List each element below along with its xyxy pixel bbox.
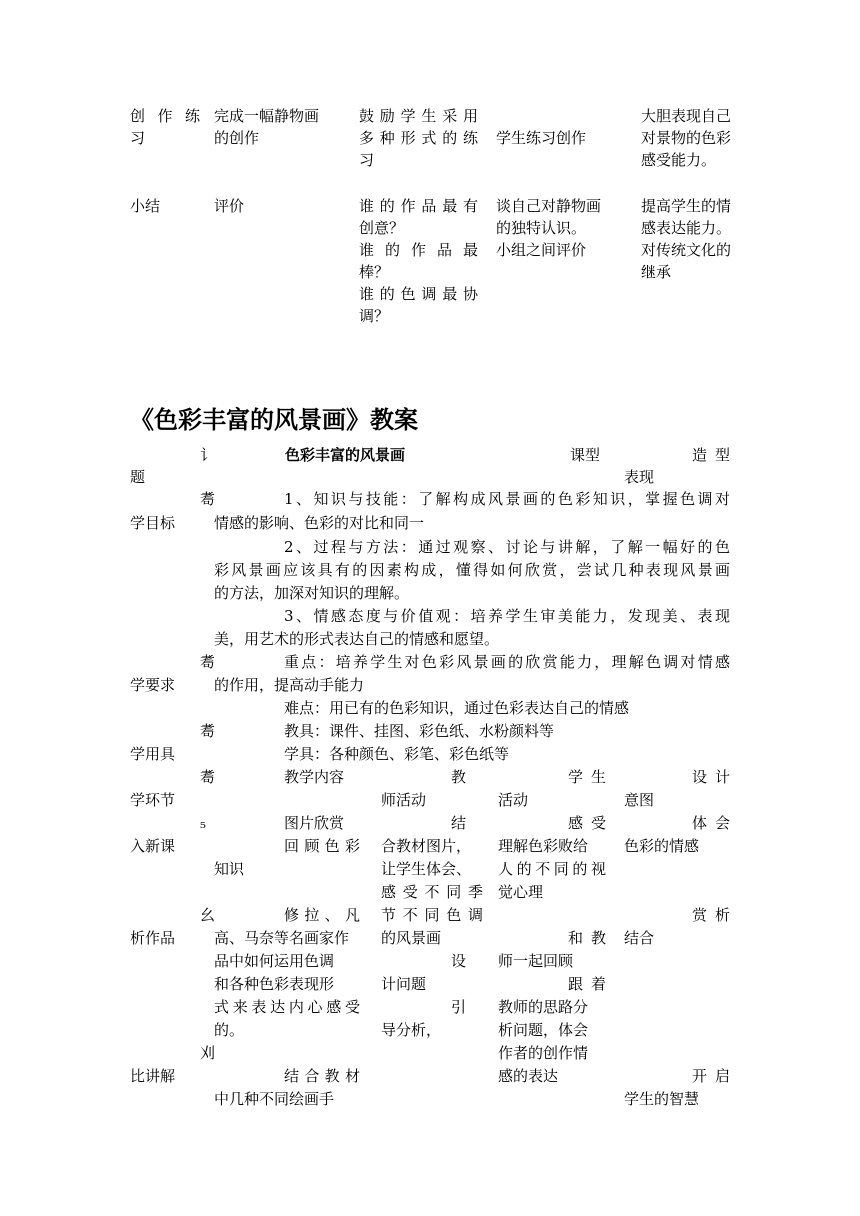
lesson-plan-heading: 《色彩丰富的风景画》教案 xyxy=(130,406,418,434)
student-activity-line6: 师一起回顾 xyxy=(498,952,574,970)
req-key-line2: 的作用，提高动手能力 xyxy=(214,676,365,694)
tools-label-fragment: 耈 xyxy=(200,722,216,740)
row2-design-line4: 继承 xyxy=(641,263,672,281)
design-analyze-line2: 结合 xyxy=(624,929,655,947)
intro-label: 入新课 xyxy=(130,837,176,855)
teacher-activity-line1: 结 xyxy=(451,814,467,832)
student-activity-line1: 感受 xyxy=(568,814,606,832)
student-activity-line4: 觉心理 xyxy=(498,883,544,901)
row2-teacher-line2: 创意？ xyxy=(359,219,405,237)
topic-value: 色彩丰富的风景画 xyxy=(285,446,406,464)
analyze-content-line2: 高、马奈等名画家作 xyxy=(214,929,350,947)
teacher-activity-line3: 让学生体会、 xyxy=(381,860,472,878)
teacher-activity-line6: 的风景画 xyxy=(381,929,442,947)
row1-teacher-line3: 习 xyxy=(359,151,375,169)
topic-label: 题 xyxy=(130,468,146,486)
design-intro-line1: 体会 xyxy=(692,814,730,832)
type-value-line1: 造型 xyxy=(692,446,730,464)
row1-teacher-line2: 多种形式的练 xyxy=(359,129,478,147)
row1-design-line3: 感受能力。 xyxy=(641,151,717,169)
col-teaching-content: 教学内容 xyxy=(284,768,345,786)
goals-label: 学目标 xyxy=(130,514,176,532)
col-student-line2: 活动 xyxy=(498,791,529,809)
teacher-activity-line2: 合教材图片， xyxy=(381,837,472,855)
compare-label-fragment: 刈 xyxy=(200,1044,216,1062)
compare-content-line2: 中几种不同绘画手 xyxy=(214,1090,335,1108)
intro-content-line2: 回顾色彩 xyxy=(284,837,360,855)
col-teacher-line2: 师活动 xyxy=(381,791,427,809)
analyze-content-line3: 品中如何运用色调 xyxy=(214,952,335,970)
row2-stage: 小结 xyxy=(130,197,161,215)
teacher-activity-line4: 感受不同季 xyxy=(381,883,483,901)
type-value-line2: 表现 xyxy=(624,468,655,486)
row1-teacher-line1: 鼓励学生采用 xyxy=(359,107,478,125)
analyze-content-line6: 的。 xyxy=(214,1021,245,1039)
row1-content-line1: 完成一幅静物画 xyxy=(214,107,320,125)
teacher-activity-line9: 引 xyxy=(451,998,467,1016)
design-intro-line2: 色彩的情感 xyxy=(624,837,700,855)
topic-label-fragment: 讠 xyxy=(200,446,216,464)
teacher-activity-line5: 节不同色调 xyxy=(381,906,483,924)
col-design-line2: 意图 xyxy=(624,791,655,809)
row1-student: 学生练习创作 xyxy=(496,129,587,147)
student-activity-line8: 教师的思路分 xyxy=(498,998,589,1016)
col-teacher-line1: 教 xyxy=(451,768,467,786)
row2-student-line1: 谈自己对静物画 xyxy=(496,197,602,215)
row2-student-line3: 小组之间评价 xyxy=(496,241,587,259)
intro-content-line3: 知识 xyxy=(214,860,245,878)
analyze-content-line5: 式来表达内心感受 xyxy=(214,998,360,1016)
row2-content: 评价 xyxy=(214,197,245,215)
goal-attitude-line1: 3、情感态度与价值观：培养学生审美能力，发现美、表现 xyxy=(284,607,730,625)
col-design-line1: 设计 xyxy=(692,768,730,786)
student-activity-line3: 人的不同的视 xyxy=(498,860,606,878)
tools-label: 学用具 xyxy=(130,745,176,763)
row1-design-line2: 对景物的色彩 xyxy=(641,129,732,147)
goal-knowledge-line1: 1、知识与技能：了解构成风景画的色彩知识，掌握色调对 xyxy=(284,490,730,508)
design-compare-line1: 开启 xyxy=(692,1067,730,1085)
analyze-content-line4: 和各种色彩表现形 xyxy=(214,975,335,993)
stage-label: 学环节 xyxy=(130,791,176,809)
teacher-activity-line7: 设 xyxy=(451,952,467,970)
req-label-fragment: 耈 xyxy=(200,653,216,671)
row2-teacher-line5: 谁的色调最协 xyxy=(359,285,478,303)
analyze-label: 析作品 xyxy=(130,929,176,947)
row2-design-line1: 提高学生的情 xyxy=(641,197,732,215)
compare-label: 比讲解 xyxy=(130,1067,176,1085)
col-student-line1: 学生 xyxy=(568,768,606,786)
student-activity-line5: 和教 xyxy=(568,929,606,947)
goal-knowledge-line2: 情感的影响、色彩的对比和同一 xyxy=(214,514,425,532)
student-activity-line7: 跟着 xyxy=(568,975,606,993)
teacher-activity-line8: 计问题 xyxy=(381,975,427,993)
teacher-activity-line10: 导分析， xyxy=(381,1021,442,1039)
row2-teacher-line1: 谁的作品最有 xyxy=(359,197,478,215)
intro-label-fragment: ₅ xyxy=(200,814,207,832)
req-label: 学要求 xyxy=(130,676,176,694)
student-activity-line2: 理解色彩败给 xyxy=(498,837,589,855)
design-analyze-line1: 赏析 xyxy=(692,906,730,924)
analyze-label-fragment: 幺 xyxy=(200,906,216,924)
row2-teacher-line6: 调？ xyxy=(359,307,390,325)
row2-teacher-line3: 谁的作品最 xyxy=(359,241,478,259)
goals-label-fragment: 耈 xyxy=(200,490,216,508)
row1-content-line2: 的创作 xyxy=(214,129,260,147)
req-key-line1: 重点：培养学生对色彩风景画的欣赏能力，理解色调对情感 xyxy=(284,653,730,671)
req-difficulty: 难点：用已有的色彩知识，通过色彩表达自己的情感 xyxy=(284,699,630,717)
stage-label-fragment: 耈 xyxy=(200,768,216,786)
student-activity-line9: 析问题，体会 xyxy=(498,1021,589,1039)
row1-design-line1: 大胆表现自己 xyxy=(641,107,732,125)
intro-content-line1: 图片欣赏 xyxy=(284,814,345,832)
student-activity-line10: 作者的创作情 xyxy=(498,1044,589,1062)
row1-stage-line2: 习 xyxy=(130,129,146,147)
type-label: 课型 xyxy=(570,446,601,464)
goal-process-line2: 彩风景画应该具有的因素构成，懂得如何欣赏，尝试几种表现风景画 xyxy=(214,561,730,579)
row2-teacher-line4: 棒？ xyxy=(359,263,390,281)
row2-student-line2: 的独特认识。 xyxy=(496,219,587,237)
compare-content-line1: 结合教材 xyxy=(284,1067,360,1085)
student-tools: 学具：各种颜色、彩笔、彩色纸等 xyxy=(284,745,510,763)
analyze-content-line1: 修拉、凡 xyxy=(284,906,360,924)
goal-process-line1: 2、过程与方法：通过观察、讨论与讲解，了解一幅好的色 xyxy=(284,538,730,556)
row2-design-line2: 感表达能力。 xyxy=(641,219,732,237)
teacher-tools: 教具：课件、挂图、彩色纸、水粉颜料等 xyxy=(284,722,555,740)
row2-design-line3: 对传统文化的 xyxy=(641,241,732,259)
goal-process-line3: 的方法，加深对知识的理解。 xyxy=(214,584,410,602)
goal-attitude-line2: 美，用艺术的形式表达自己的情感和愿望。 xyxy=(214,630,500,648)
student-activity-line11: 感的表达 xyxy=(498,1067,559,1085)
design-compare-line2: 学生的智慧 xyxy=(624,1090,700,1108)
row1-stage-line1: 创作练 xyxy=(130,107,200,125)
